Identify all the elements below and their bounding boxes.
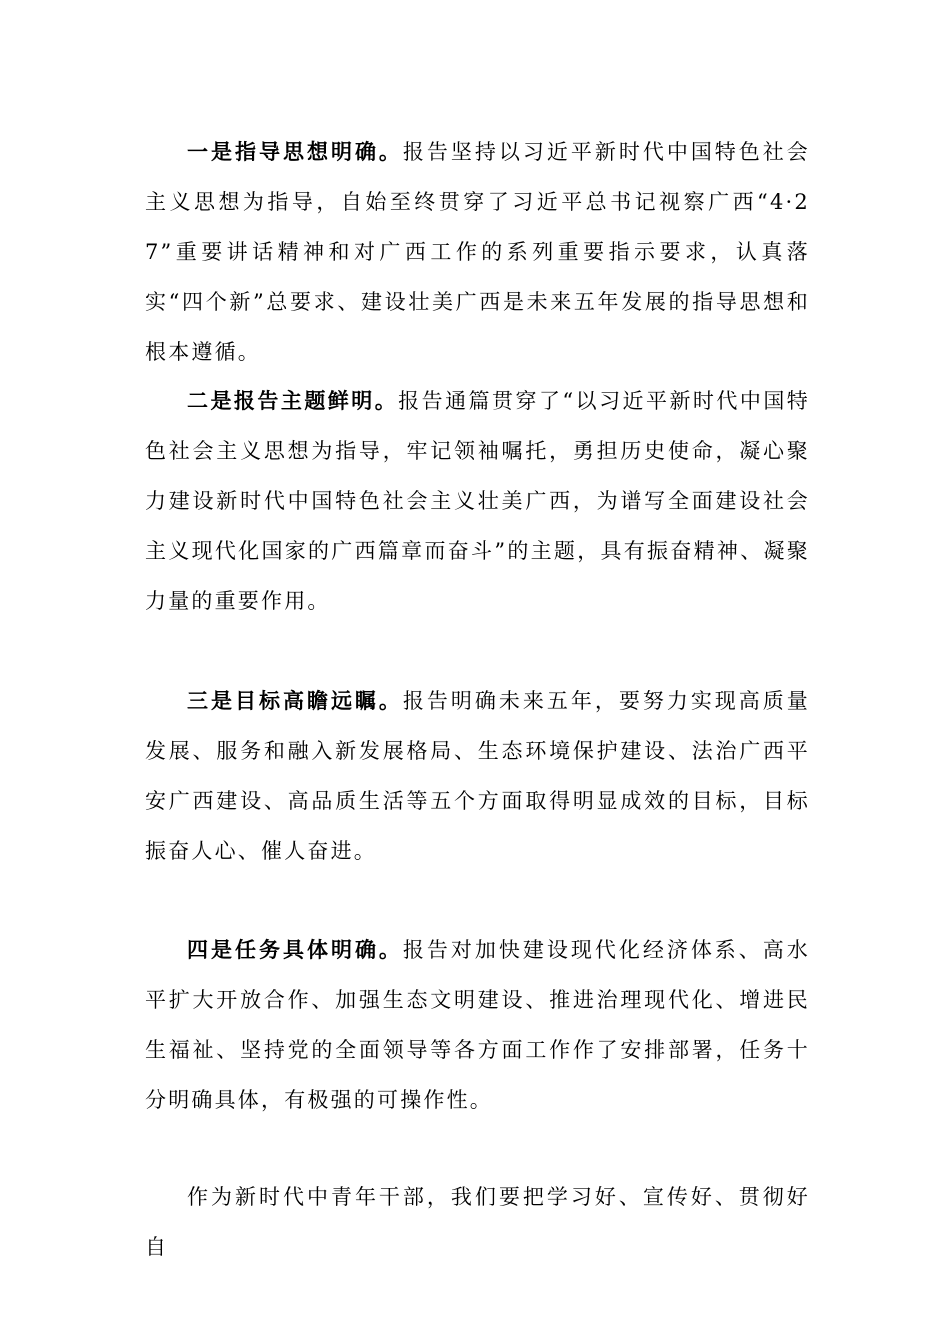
paragraph-report-theme xyxy=(145,376,810,626)
paragraph-goals xyxy=(145,676,810,876)
paragraph-heading: 一是指导思想明确。 xyxy=(187,139,403,164)
paragraph-heading: 二是报告主题鲜明。 xyxy=(187,388,399,413)
paragraph-body: 报告通篇贯穿了“以习近平新时代中国特色社会主义思想为指导，牢记领袖嘱托，勇担历史使命，凝心聚力建设新时代中国特色社会主义壮美广西，为谱写全面建设社会主义现代化国家的广西篇章而奋斗”的主题，具有振奋精神、凝聚力量的重要作用。 xyxy=(145,389,810,613)
paragraph-tasks xyxy=(145,925,810,1125)
paragraph-body: 报告坚持以习近平新时代中国特色社会主义思想为指导，自始至终贯穿了习近平总书记视察广西“4·27”重要讲话精神和对广西工作的系列重要指示要求，认真落实“四个新”总要求、建设壮美广西是未来五年发展的指导思想和根本遵循。 xyxy=(145,140,810,364)
paragraph-heading: 四是任务具体明确。 xyxy=(187,937,403,962)
paragraph-heading: 三是目标高瞻远瞩。 xyxy=(187,688,403,713)
paragraph-closing xyxy=(145,1172,810,1272)
paragraph-body: 报告对加快建设现代化经济体系、高水平扩大开放合作、加强生态文明建设、推进治理现代化、增进民生福祉、坚持党的全面领导等各方面工作作了安排部署，任务十分明确具体，有极强的可操作性。 xyxy=(145,938,810,1112)
paragraph-body: 报告明确未来五年，要努力实现高质量发展、服务和融入新发展格局、生态环境保护建设、法治广西平安广西建设、高品质生活等五个方面取得明显成效的目标，目标振奋人心、催人奋进。 xyxy=(145,689,810,863)
paragraph-guiding-ideology xyxy=(145,127,810,377)
paragraph-body: 作为新时代中青年干部，我们要把学习好、宣传好、贯彻好自 xyxy=(145,1185,810,1259)
